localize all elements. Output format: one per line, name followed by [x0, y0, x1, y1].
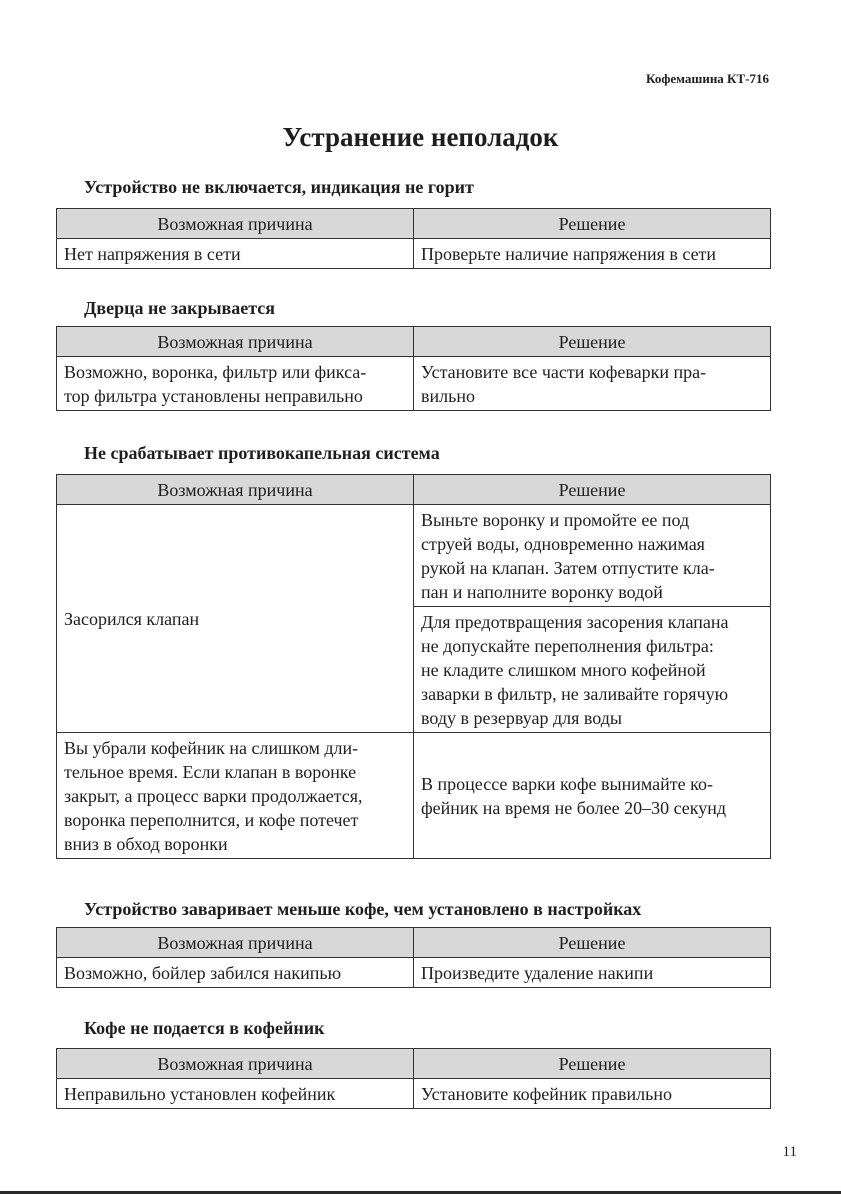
text-line: Выньте воронку и промойте ее под [421, 510, 690, 530]
table-door [56, 326, 771, 411]
section-title-drip: Не срабатывает противокапельная система [84, 443, 440, 463]
text-line: Для предотвращения засорения клапана [421, 612, 729, 632]
text-line: фейник на время не более 20–30 секунд [421, 797, 727, 818]
text-line: не допускайте переполнения фильтра: [421, 636, 714, 656]
table-header-row [57, 475, 771, 505]
table-header-row [57, 327, 771, 357]
table-header-row [57, 1049, 771, 1079]
page-title: Устранение неполадок [282, 122, 559, 152]
table-row [57, 733, 771, 859]
table-row [57, 239, 771, 269]
column-header-cause: Возможная причина [57, 1049, 414, 1079]
solution-cell [414, 607, 771, 733]
text-line: Возможно, воронка, фильтр или фикса- [64, 362, 367, 382]
column-header-solution: Решение [414, 475, 771, 505]
cause-cell: Возможно, бойлер забился накипью [57, 958, 414, 988]
solution-cell: Установите кофейник правильно [414, 1079, 771, 1109]
text-line: В процессе варки кофе вынимайте ко- [421, 773, 713, 794]
text-line: тор фильтра установлены неправильно [64, 386, 363, 406]
text-line: вниз в обход воронки [64, 834, 228, 854]
column-header-solution: Решение [414, 209, 771, 239]
cause-cell [57, 733, 414, 859]
section-title-less-coffee: Устройство заваривает меньше кофе, чем установлено в настройках [84, 899, 642, 919]
section-title-no-flow: Кофе не подается в кофейник [84, 1018, 325, 1038]
solution-cell [414, 357, 771, 411]
column-header-solution: Решение [414, 928, 771, 958]
running-header: Кофемашина КТ-716 [646, 71, 769, 86]
column-header-cause: Возможная причина [57, 327, 414, 357]
solution-cell: Проверьте наличие напряжения в сети [414, 239, 771, 269]
table-row [57, 357, 771, 411]
table-less-coffee [56, 927, 771, 988]
column-header-cause: Возможная причина [57, 928, 414, 958]
table-row [57, 505, 771, 607]
solution-cell [414, 733, 771, 859]
table-header-row [57, 209, 771, 239]
text-line: не кладите слишком много кофейной [421, 660, 706, 680]
solution-cell: Произведите удаление накипи [414, 958, 771, 988]
column-header-solution: Решение [414, 327, 771, 357]
text-line: вильно [421, 386, 475, 406]
page-number: 11 [782, 1144, 797, 1160]
cause-cell: Засорился клапан [57, 505, 414, 733]
text-line: тельное время. Если клапан в воронке [64, 762, 357, 782]
table-row [57, 958, 771, 988]
cause-cell [57, 357, 414, 411]
cause-cell: Нет напряжения в сети [57, 239, 414, 269]
text-line: пан и наполните воронку водой [421, 582, 663, 602]
table-no-flow [56, 1048, 771, 1109]
table-header-row [57, 928, 771, 958]
section-title-door: Дверца не закрывается [84, 298, 276, 318]
column-header-cause: Возможная причина [57, 475, 414, 505]
table-row [57, 1079, 771, 1109]
text-line: рукой на клапан. Затем отпустите кла- [421, 558, 715, 578]
column-header-solution: Решение [414, 1049, 771, 1079]
text-line: воду в резервуар для воды [421, 708, 622, 728]
section-title-no-power: Устройство не включается, индикация не горит [84, 177, 474, 197]
text-line: заварки в фильтр, не заливайте горячую [421, 684, 729, 704]
cause-cell: Неправильно установлен кофейник [57, 1079, 414, 1109]
text-line: струей воды, одновременно нажимая [421, 534, 705, 554]
column-header-cause: Возможная причина [57, 209, 414, 239]
text-line: Вы убрали кофейник на слишком дли- [64, 738, 359, 758]
text-line: воронка переполнится, и кофе потечет [64, 810, 359, 830]
table-drip [56, 474, 771, 859]
table-no-power [56, 208, 771, 269]
solution-cell [414, 505, 771, 607]
text-line: закрыт, а процесс варки продолжается, [64, 786, 363, 806]
text-line: Установите все части кофеварки пра- [421, 362, 707, 382]
